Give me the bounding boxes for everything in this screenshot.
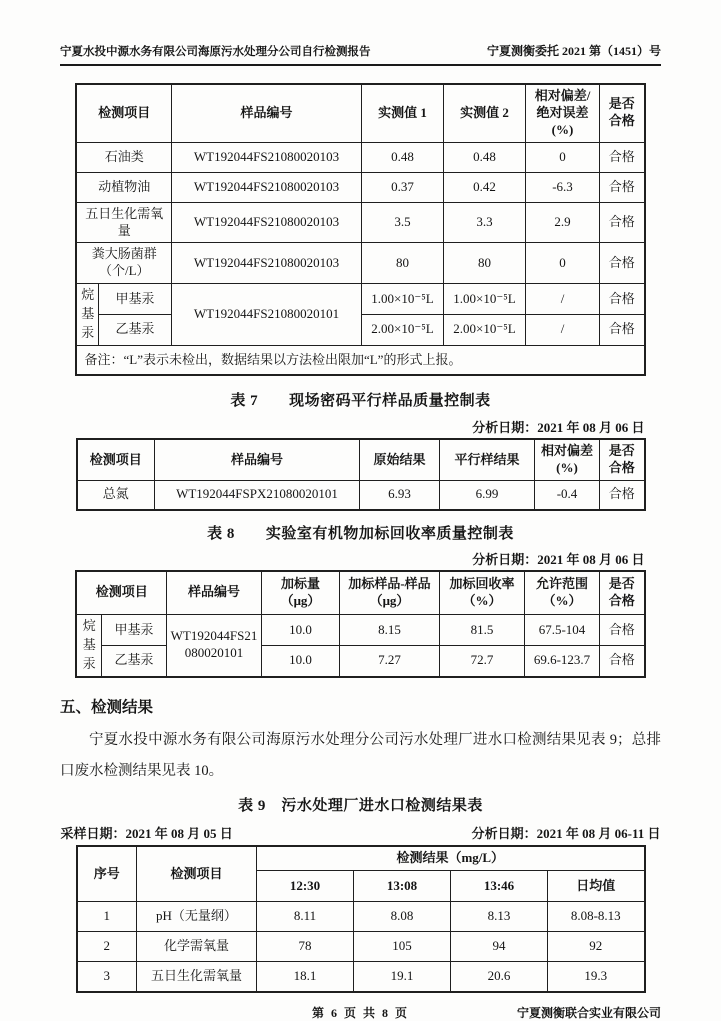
col-header-sample-id: 样品编号 bbox=[155, 439, 360, 480]
cell-recovery-rate: 72.7 bbox=[440, 646, 525, 677]
cell-value2: 0.48 bbox=[444, 142, 526, 172]
col-header-allowed-range: 允许范围（%） bbox=[525, 571, 600, 615]
cell-item: 乙基汞 bbox=[101, 646, 166, 677]
cell-pass: 合格 bbox=[600, 481, 645, 510]
cell-item: 五日生化需氧量 bbox=[76, 202, 171, 243]
col-header-deviation: 相对偏差/绝对误差(%) bbox=[526, 84, 600, 142]
cell-result3: 20.6 bbox=[451, 962, 548, 992]
cell-item: 粪大肠菌群（个/L） bbox=[76, 243, 171, 284]
cell-pass: 合格 bbox=[600, 172, 645, 202]
cell-spiked-minus-sample: 7.27 bbox=[340, 646, 440, 677]
cell-result1: 78 bbox=[257, 932, 354, 962]
cell-sample-id: WT192044FS21080020103 bbox=[172, 172, 362, 202]
table9-analysis-date: 分析日期：2021 年 08 月 06-11 日 bbox=[471, 825, 661, 841]
table9-sampling-date: 采样日期：2021 年 08 月 05 日 bbox=[60, 825, 233, 841]
cell-result2: 105 bbox=[354, 932, 451, 962]
cell-pass: 合格 bbox=[600, 202, 645, 243]
cell-pass: 合格 bbox=[600, 646, 645, 677]
table-row bbox=[76, 284, 644, 315]
cell-sample-id: WT192044FS21080020101 bbox=[172, 284, 362, 346]
cell-pass: 合格 bbox=[600, 243, 645, 284]
table-note: 备注：“L”表示未检出，数据结果以方法检出限加“L”的形式上报。 bbox=[76, 345, 644, 375]
cell-spiked-minus-sample: 8.15 bbox=[340, 615, 440, 646]
col-header-recovery-rate: 加标回收率（%） bbox=[440, 571, 525, 615]
table-row bbox=[76, 142, 644, 172]
table7-analysis-date: 分析日期：2021 年 08 月 06 日 bbox=[472, 420, 645, 436]
col-header-measured1: 实测值 1 bbox=[362, 84, 444, 142]
parallel-sample-qc-table bbox=[76, 438, 646, 510]
cell-item: pH（无量纲） bbox=[137, 902, 257, 932]
cell-item: 动植物油 bbox=[76, 172, 171, 202]
cell-value2: 80 bbox=[444, 243, 526, 284]
table-row bbox=[76, 615, 644, 646]
table-header-row bbox=[76, 571, 644, 615]
cell-sample-id: WT192044FS21080020103 bbox=[172, 142, 362, 172]
table9-date-row bbox=[61, 823, 661, 842]
report-title: 宁夏水投中源水务有限公司海原污水处理分公司自行检测报告 bbox=[60, 46, 371, 58]
cell-pass: 合格 bbox=[600, 615, 645, 646]
table-row bbox=[76, 172, 644, 202]
col-header-sample-id: 样品编号 bbox=[167, 571, 262, 615]
cell-item: 乙基汞 bbox=[98, 315, 171, 346]
col-header-deviation: 相对偏差(%) bbox=[535, 439, 600, 480]
col-header-pass: 是否合格 bbox=[600, 439, 645, 480]
table7-title: 表 7 现场密码平行样品质量控制表 bbox=[230, 393, 491, 410]
cell-daily-avg: 19.3 bbox=[548, 962, 645, 992]
table-header-row bbox=[77, 439, 645, 480]
col-header-daily-avg: 日均值 bbox=[548, 871, 645, 902]
cell-recovery-rate: 81.5 bbox=[440, 615, 525, 646]
cell-item: 甲基汞 bbox=[98, 284, 171, 315]
cell-group-alkyl-mercury: 烷基汞 bbox=[76, 284, 98, 346]
cell-item: 甲基汞 bbox=[101, 615, 166, 646]
inlet-results-table bbox=[76, 845, 646, 993]
cell-deviation: 2.9 bbox=[526, 202, 600, 243]
col-header-time2: 13:08 bbox=[354, 871, 451, 902]
cell-index: 1 bbox=[77, 902, 137, 932]
col-header-index: 序号 bbox=[77, 846, 137, 902]
cell-parallel-result: 6.99 bbox=[440, 481, 535, 510]
col-header-item: 检测项目 bbox=[76, 571, 166, 615]
col-header-original: 原始结果 bbox=[360, 439, 440, 480]
cell-deviation: -0.4 bbox=[535, 481, 600, 510]
cell-index: 2 bbox=[77, 932, 137, 962]
table-row bbox=[77, 962, 645, 992]
cell-value1: 3.5 bbox=[362, 202, 444, 243]
cell-sample-id: WT192044FS21080020103 bbox=[172, 202, 362, 243]
cell-value1: 1.00×10⁻⁵L bbox=[362, 284, 444, 315]
cell-result3: 94 bbox=[451, 932, 548, 962]
cell-result2: 8.08 bbox=[354, 902, 451, 932]
cell-sample-id: WT192044FSPX21080020101 bbox=[155, 481, 360, 510]
report-header bbox=[60, 42, 661, 59]
qc-measured-values-table bbox=[75, 83, 645, 376]
col-header-time3: 13:46 bbox=[451, 871, 548, 902]
cell-result1: 8.11 bbox=[257, 902, 354, 932]
cell-item: 五日生化需氧量 bbox=[137, 962, 257, 992]
cell-deviation: -6.3 bbox=[526, 172, 600, 202]
cell-value1: 80 bbox=[362, 243, 444, 284]
cell-daily-avg: 92 bbox=[548, 932, 645, 962]
table-row bbox=[76, 646, 644, 677]
table8-analysis-date: 分析日期：2021 年 08 月 06 日 bbox=[472, 551, 645, 567]
col-header-sample-id: 样品编号 bbox=[172, 84, 362, 142]
cell-pass: 合格 bbox=[600, 142, 645, 172]
col-header-pass: 是否合格 bbox=[600, 571, 645, 615]
table-row bbox=[76, 243, 644, 284]
cell-sample-id: WT192044FS21080020103 bbox=[172, 243, 362, 284]
cell-original-result: 6.93 bbox=[360, 481, 440, 510]
cell-value2: 2.00×10⁻⁵L bbox=[444, 315, 526, 346]
table-row bbox=[77, 932, 645, 962]
cell-allowed-range: 69.6-123.7 bbox=[525, 646, 600, 677]
table-row bbox=[77, 481, 645, 510]
table-row bbox=[76, 202, 644, 243]
col-header-parallel: 平行样结果 bbox=[440, 439, 535, 480]
cell-pass: 合格 bbox=[600, 284, 645, 315]
cell-value2: 1.00×10⁻⁵L bbox=[444, 284, 526, 315]
cell-result2: 19.1 bbox=[354, 962, 451, 992]
cell-sample-id: WT192044FS21080020101 bbox=[167, 615, 262, 677]
col-header-item: 检测项目 bbox=[76, 84, 171, 142]
section5-paragraph: 宁夏水投中源水务有限公司海原污水处理分公司污水处理厂进水口检测结果见表 9；总排口废水检测结果见表 10。 bbox=[60, 731, 661, 779]
cell-deviation: 0 bbox=[526, 142, 600, 172]
col-header-result-group: 检测结果（mg/L） bbox=[257, 846, 645, 871]
col-header-spike-amount: 加标量（μg） bbox=[262, 571, 340, 615]
cell-deviation: / bbox=[526, 284, 600, 315]
header-divider bbox=[60, 64, 661, 66]
cell-daily-avg: 8.08-8.13 bbox=[548, 902, 645, 932]
col-header-pass: 是否合格 bbox=[600, 84, 645, 142]
cell-deviation: / bbox=[526, 315, 600, 346]
cell-value2: 3.3 bbox=[444, 202, 526, 243]
col-header-item: 检测项目 bbox=[77, 439, 155, 480]
table-row bbox=[77, 902, 645, 932]
cell-value2: 0.42 bbox=[444, 172, 526, 202]
col-header-item: 检测项目 bbox=[137, 846, 257, 902]
table-header-row bbox=[77, 846, 645, 871]
cell-pass: 合格 bbox=[600, 315, 645, 346]
section5-heading: 五、检测结果 bbox=[60, 698, 154, 716]
cell-item: 化学需氧量 bbox=[137, 932, 257, 962]
col-header-measured2: 实测值 2 bbox=[444, 84, 526, 142]
table-header-row bbox=[76, 84, 644, 142]
cell-spike-amount: 10.0 bbox=[262, 615, 340, 646]
cell-group-alkyl-mercury: 烷基汞 bbox=[76, 615, 101, 677]
col-header-time1: 12:30 bbox=[257, 871, 354, 902]
cell-allowed-range: 67.5-104 bbox=[525, 615, 600, 646]
report-footer bbox=[60, 1004, 661, 1021]
table-note-row bbox=[76, 345, 644, 375]
col-header-spiked-minus-sample: 加标样品-样品（μg） bbox=[340, 571, 440, 615]
cell-index: 3 bbox=[77, 962, 137, 992]
spike-recovery-qc-table bbox=[75, 570, 645, 678]
report-number: 宁夏测衡委托 2021 第（1451）号 bbox=[486, 44, 661, 58]
cell-result3: 8.13 bbox=[451, 902, 548, 932]
cell-spike-amount: 10.0 bbox=[262, 646, 340, 677]
table8-title: 表 8 实验室有机物加标回收率质量控制表 bbox=[207, 525, 514, 542]
cell-value1: 0.37 bbox=[362, 172, 444, 202]
footer-company: 宁夏测衡联合实业有限公司 bbox=[516, 1005, 661, 1020]
cell-result1: 18.1 bbox=[257, 962, 354, 992]
cell-value1: 2.00×10⁻⁵L bbox=[362, 315, 444, 346]
cell-deviation: 0 bbox=[526, 243, 600, 284]
cell-item: 石油类 bbox=[76, 142, 171, 172]
cell-value1: 0.48 bbox=[362, 142, 444, 172]
cell-item: 总氮 bbox=[77, 481, 155, 510]
page-number: 第 6 页 共 8 页 bbox=[311, 1005, 409, 1020]
table9-title: 表 9 污水处理厂进水口检测结果表 bbox=[238, 797, 483, 814]
